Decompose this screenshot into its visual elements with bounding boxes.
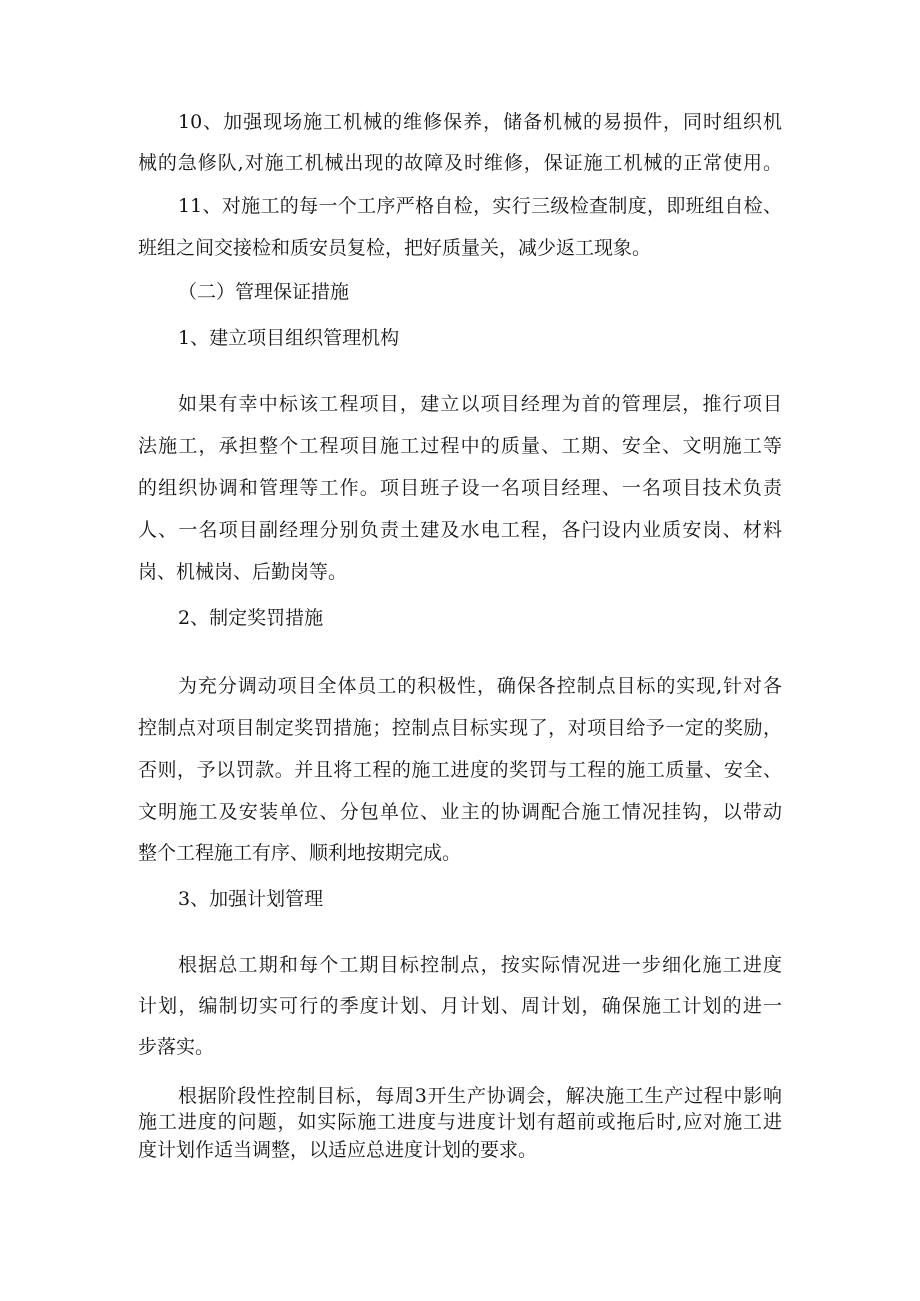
paragraph-line: 根据总工期和每个工期目标控制点，按实际情况进一步细化施工进度 [178, 954, 782, 976]
paragraph-line: 如果有幸中标该工程项目，建立以项目经理为首的管理层，推行项目 [178, 393, 782, 415]
paragraph-line: 的组织协调和管理等工作。项目班子设一名项目经理、一名项目技术负责 [138, 477, 782, 499]
paragraph-line: 11、对施工的每一个工序严格自检，实行三级检查制度，即班组自检、 [178, 195, 782, 217]
paragraph-line: 计划，编制切实可行的季度计划、月计划、周计划，确保施工计划的进一 [138, 995, 782, 1017]
paragraph-line: 人、一名项目副经理分别负责土建及水电工程，各闩设内业质安岗、材料 [138, 519, 782, 541]
paragraph-line: 否则，予以罚款。并且将工程的施工进度的奖罚与工程的施工质量、安全、 [138, 759, 782, 781]
paragraph-line: 文明施工及安装单位、分包单位、业主的协调配合施工情况挂钩，以带动 [138, 801, 782, 823]
paragraph-line: 10、加强现场施工机械的维修保养，储备机械的易损件，同时组织机 [178, 111, 782, 133]
subsection-heading: 1、建立项目组织管理机构 [178, 327, 400, 349]
paragraph-line: 法施工，承担整个工程项目施工过程中的质量、工期、安全、文明施工等 [138, 435, 782, 457]
paragraph-line: 步落实。 [138, 1036, 215, 1058]
subsection-heading: 3、加强计划管理 [178, 888, 324, 910]
paragraph-line: 岗、机械岗、后勤岗等。 [138, 561, 348, 583]
subsection-heading: 2、制定奖罚措施 [178, 607, 324, 629]
paragraph-line: 整个工程施工有序、顺利地按期完成。 [138, 842, 462, 864]
paragraph-line: 施工进度的问题，如实际施工进度与进度计划有超前或拖后时,应对施工进 [138, 1111, 782, 1133]
paragraph-line: 为充分调动项目全体员工的积极性，确保各控制点目标的实现,针对各 [178, 675, 782, 697]
paragraph-line: 班组之间交接检和质安员复检，把好质量关，减少返工现象。 [138, 237, 652, 259]
section-heading: （二）管理保证措施 [178, 281, 350, 303]
paragraph-line: 控制点对项目制定奖罚措施；控制点目标实现了，对项目给予一定的奖励， [138, 717, 782, 739]
paragraph-line: 械的急修队,对施工机械出现的故障及时维修，保证施工机械的正常使用。 [138, 152, 782, 174]
paragraph-line: 根据阶段性控制目标，每周3开生产协调会，解决施工生产过程中影响 [178, 1085, 782, 1107]
paragraph-line: 度计划作适当调整，以适应总进度计划的要求。 [138, 1139, 538, 1161]
